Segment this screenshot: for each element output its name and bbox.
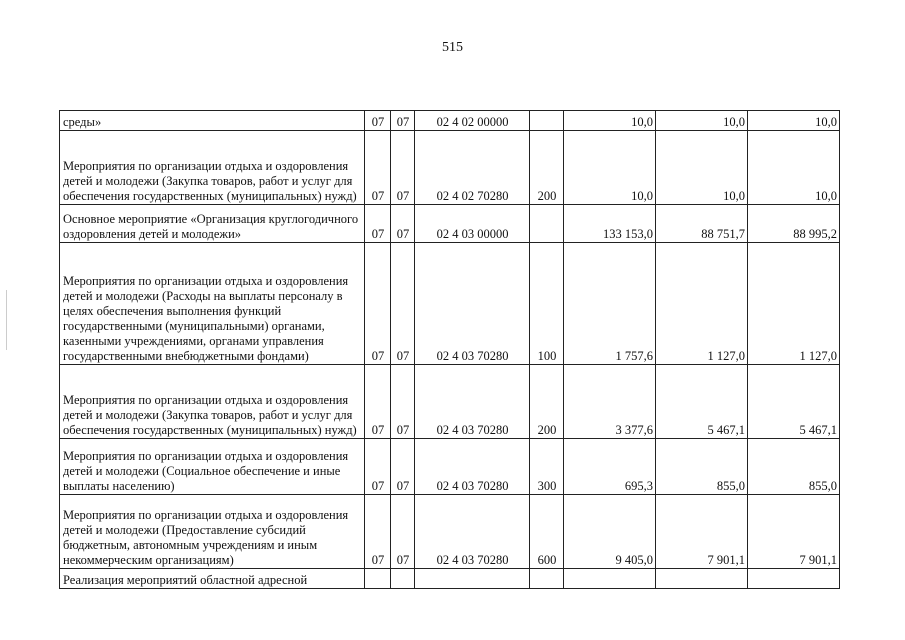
expense-type-code: 600: [530, 495, 564, 569]
target-article-code: 02 4 03 00000: [415, 205, 530, 243]
item-name: среды»: [60, 111, 365, 131]
table-row: [60, 439, 840, 495]
item-name: Мероприятия по организации отдыха и оздоровления детей и молодежи (Предоставление субсидий бюджетным, автономным учреждениям и иным некоммерческим организациям): [60, 495, 365, 569]
amount-1: [564, 569, 656, 589]
table-row: [60, 205, 840, 243]
section-code: 07: [365, 205, 391, 243]
amount-1: 3 377,6: [564, 365, 656, 439]
amount-3: 10,0: [748, 131, 840, 205]
amount-1: 695,3: [564, 439, 656, 495]
target-article-code: 02 4 02 70280: [415, 131, 530, 205]
section-code: [365, 569, 391, 589]
item-name: Реализация мероприятий областной адресной: [60, 569, 365, 589]
amount-3: 1 127,0: [748, 243, 840, 365]
amount-2: 10,0: [656, 131, 748, 205]
table-row: [60, 111, 840, 131]
expense-type-code: 300: [530, 439, 564, 495]
section-code: 07: [365, 495, 391, 569]
section-code: 07: [365, 365, 391, 439]
amount-3: 7 901,1: [748, 495, 840, 569]
section-code: 07: [365, 111, 391, 131]
item-name: Мероприятия по организации отдыха и оздоровления детей и молодежи (Закупка товаров, работ и услуг для обеспечения государственных (муниципальных) нужд): [60, 131, 365, 205]
item-name: Основное мероприятие «Организация круглогодичного оздоровления детей и молодежи»: [60, 205, 365, 243]
amount-3: 10,0: [748, 111, 840, 131]
amount-3: 88 995,2: [748, 205, 840, 243]
table-row: [60, 569, 840, 589]
amount-3: 5 467,1: [748, 365, 840, 439]
table-row: [60, 365, 840, 439]
subsection-code: 07: [391, 131, 415, 205]
subsection-code: 07: [391, 365, 415, 439]
subsection-code: 07: [391, 243, 415, 365]
subsection-code: 07: [391, 439, 415, 495]
page-number: 515: [442, 40, 463, 55]
target-article-code: 02 4 03 70280: [415, 243, 530, 365]
expense-type-code: [530, 569, 564, 589]
expense-type-code: [530, 111, 564, 131]
target-article-code: 02 4 03 70280: [415, 495, 530, 569]
amount-2: 855,0: [656, 439, 748, 495]
amount-1: 1 757,6: [564, 243, 656, 365]
amount-2: 1 127,0: [656, 243, 748, 365]
table-row: [60, 243, 840, 365]
expense-type-code: [530, 205, 564, 243]
subsection-code: 07: [391, 495, 415, 569]
subsection-code: 07: [391, 205, 415, 243]
expense-type-code: 200: [530, 365, 564, 439]
target-article-code: 02 4 03 70280: [415, 439, 530, 495]
subsection-code: 07: [391, 111, 415, 131]
amount-2: 7 901,1: [656, 495, 748, 569]
expense-type-code: 200: [530, 131, 564, 205]
subsection-code: [391, 569, 415, 589]
amount-3: [748, 569, 840, 589]
item-name: Мероприятия по организации отдыха и оздоровления детей и молодежи (Социальное обеспечение и иные выплаты населению): [60, 439, 365, 495]
table-row: [60, 495, 840, 569]
amount-1: 133 153,0: [564, 205, 656, 243]
section-code: 07: [365, 243, 391, 365]
amount-2: [656, 569, 748, 589]
scan-edge-mark: [6, 290, 7, 350]
target-article-code: 02 4 03 70280: [415, 365, 530, 439]
section-code: 07: [365, 131, 391, 205]
target-article-code: 02 4 02 00000: [415, 111, 530, 131]
amount-2: 10,0: [656, 111, 748, 131]
amount-1: 9 405,0: [564, 495, 656, 569]
amount-1: 10,0: [564, 111, 656, 131]
section-code: 07: [365, 439, 391, 495]
amount-3: 855,0: [748, 439, 840, 495]
item-name: Мероприятия по организации отдыха и оздоровления детей и молодежи (Расходы на выплаты персоналу в целях обеспечения выполнения функций государственными (муниципальными) органами, казенными учреждениями, органами управления государственными внебюджетными фондами): [60, 243, 365, 365]
amount-2: 5 467,1: [656, 365, 748, 439]
item-name: Мероприятия по организации отдыха и оздоровления детей и молодежи (Закупка товаров, работ и услуг для обеспечения государственных (муниципальных) нужд): [60, 365, 365, 439]
table-row: [60, 131, 840, 205]
target-article-code: [415, 569, 530, 589]
amount-1: 10,0: [564, 131, 656, 205]
amount-2: 88 751,7: [656, 205, 748, 243]
budget-table: [59, 110, 840, 589]
expense-type-code: 100: [530, 243, 564, 365]
